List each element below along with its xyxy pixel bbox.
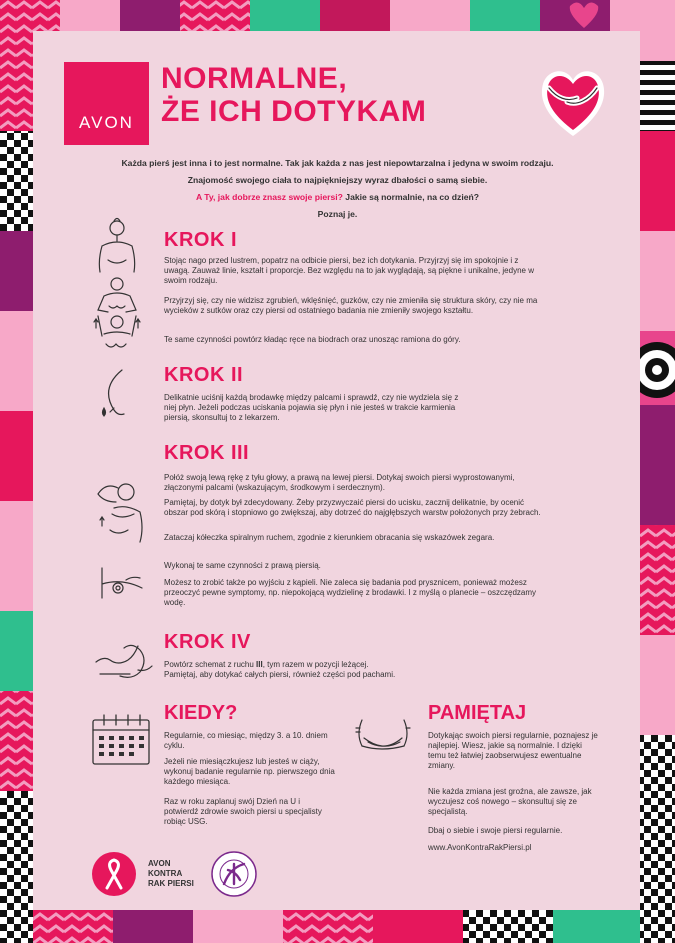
krok1-text-3: Te same czynności powtórz kładąc ręce na biodrach oraz unosząc ramiona do góry. [164, 335, 461, 344]
krok4-text-1c: , tym razem w pozycji leżącej. [262, 660, 369, 669]
footer-line-3: RAK PIERSI [148, 879, 194, 888]
title-line-1: NORMALNE, [161, 62, 348, 95]
intro-question: A Ty, jak dobrze znasz swoje piersi? [195, 192, 343, 202]
pamietaj-text-3: Dbaj o siebie i swoje piersi regularnie. [428, 826, 563, 835]
nipple-squeeze-icon [96, 368, 132, 422]
intro-line-3 [60, 192, 615, 202]
intro-line-1: Każda pierś jest inna i to jest normalne. Tak jak każda z nas jest niepowtarzalna i jedyna w swoim rodzaju. [121, 158, 554, 168]
krok3-text-2: Pamiętaj, by dotyk był zdecydowany. Żeby przyzwyczaić piersi do ucisku, zacznij delikatnie, by ocenić obszar pod skórą i stopniowo go zwiększaj, aby dotrzeć do najgłębszych warstw położonych przy żebrach. [164, 498, 541, 517]
intro-line-2: Znajomość swojego ciała to najpiękniejszy wyraz dbałości o samą siebie. [187, 175, 488, 185]
pamietaj-text-2: Nie każda zmiana jest groźna, ale zawsze, jak wyczujesz coś nowego – skonsultuj się ze specjalistą. [428, 787, 592, 816]
pamietaj-title: PAMIĘTAJ [428, 702, 527, 724]
krok2-text-1: Delikatnie uciśnij każdą brodawkę między palcami i sprawdź, czy nie wydziela się z niej płyn. Jeżeli podczas uciskania pojawia się płyn i nie jesteś w trakcie karmienia piersią, skonsultuj to z lekarzem. [164, 393, 459, 422]
krok1-text-1: Stojąc nago przed lustrem, popatrz na odbicie piersi, bez ich dotykania. Przyjrzyj się im spokojnie i z uwagą. Zauważ linie, kształt i proporcje. Bez względu na to jak wyglądają, są piękne i unikalne, jedyne w swoim rodzaju. [164, 256, 534, 285]
heart-hug-icon [537, 58, 609, 142]
kiedy-text-2: Jeżeli nie miesiączkujesz lub jesteś w ciąży, wykonuj badanie regularnie np. pierwszego dnia każdego miesiąca. [164, 757, 335, 786]
krok3-text-1: Połóż swoją lewą rękę z tyłu głowy, a prawą na lewej piersi. Dotykaj swoich piersi wyprostowanymi, złączonymi palcami (wskazującym, środkowym i serdecznym). [164, 473, 515, 492]
partner-logo-icon [210, 850, 258, 898]
krok4-title: KROK IV [164, 631, 251, 653]
krok4-text-1a: Powtórz schemat z ruchu [164, 660, 257, 669]
self-exam-lying-icon [96, 564, 148, 602]
intro-question-2: Jakie są normalnie, na co dzień? [342, 192, 480, 202]
krok3-text-5: Możesz to zrobić także po wyjściu z kąpieli. Nie zaleca się badania pod prysznicem, ponieważ możesz przeoczyć pewne symptomy, np. niepokojącą wydzielinę z brodawki. I z myślą o planecie – oszczędzamy wodę. [164, 578, 537, 607]
krok2-title: KROK II [164, 364, 244, 386]
krok1-text-2: Przyjrzyj się, czy nie widzisz zgrubień, wklęśnięć, guzków, czy nie zmieniła się struktura skóry, czy nie ma wycieków z sutków oraz czy piersi od ostatniego badania nie zmieniły swojego kształtu. [164, 296, 538, 315]
pink-ribbon-logo-icon [90, 850, 138, 898]
kiedy-text-1: Regularnie, co miesiąc, między 3. a 10. dniem cyklu. [164, 731, 328, 750]
title-line-2: ŻE ICH DOTYKAM [161, 95, 427, 128]
avon-kontra-rak-piersi-text [148, 859, 194, 889]
intro-line-4: Poznaj je. [317, 209, 358, 219]
kiedy-text-3: Raz w roku zaplanuj swój Dzień na U i potwierdź zdrowie swoich piersi u specjalisty robiąc USG. [164, 797, 322, 826]
krok4-text-1 [164, 660, 544, 670]
lying-down-icon [94, 640, 156, 684]
footer-line-1: AVON [148, 859, 171, 868]
krok4-text-1b: III [256, 660, 263, 669]
krok4-text-2: Pamiętaj, aby dotykać całych piersi, również części pod pachami. [164, 670, 396, 679]
self-hug-icon [352, 716, 414, 770]
pamietaj-text-1: Dotykając swoich piersi regularnie, poznajesz je najlepiej. Wiesz, jakie są normalnie. I dzięki temu też łatwiej zaobserwujesz ewentualne zmiany. [428, 731, 598, 770]
avon-logo-text: AVON [79, 113, 134, 132]
pamietaj-url[interactable]: www.AvonKontraRakPiersi.pl [428, 843, 532, 852]
krok1-title: KROK I [164, 229, 237, 251]
krok3-text-4: Wykonaj te same czynności z prawą piersią. [164, 561, 321, 570]
page-title [161, 62, 426, 128]
krok3-text-3: Zataczaj kółeczka spiralnym ruchem, zgodnie z kierunkiem obracania się wskazówek zegara. [164, 533, 495, 542]
kiedy-title: KIEDY? [164, 702, 238, 724]
arm-behind-head-icon [90, 478, 150, 548]
calendar-icon [90, 712, 152, 768]
footer-line-2: KONTRA [148, 869, 183, 878]
mirror-standing-woman-icon [88, 216, 146, 364]
avon-logo [64, 62, 149, 145]
krok3-title: KROK III [164, 442, 250, 464]
